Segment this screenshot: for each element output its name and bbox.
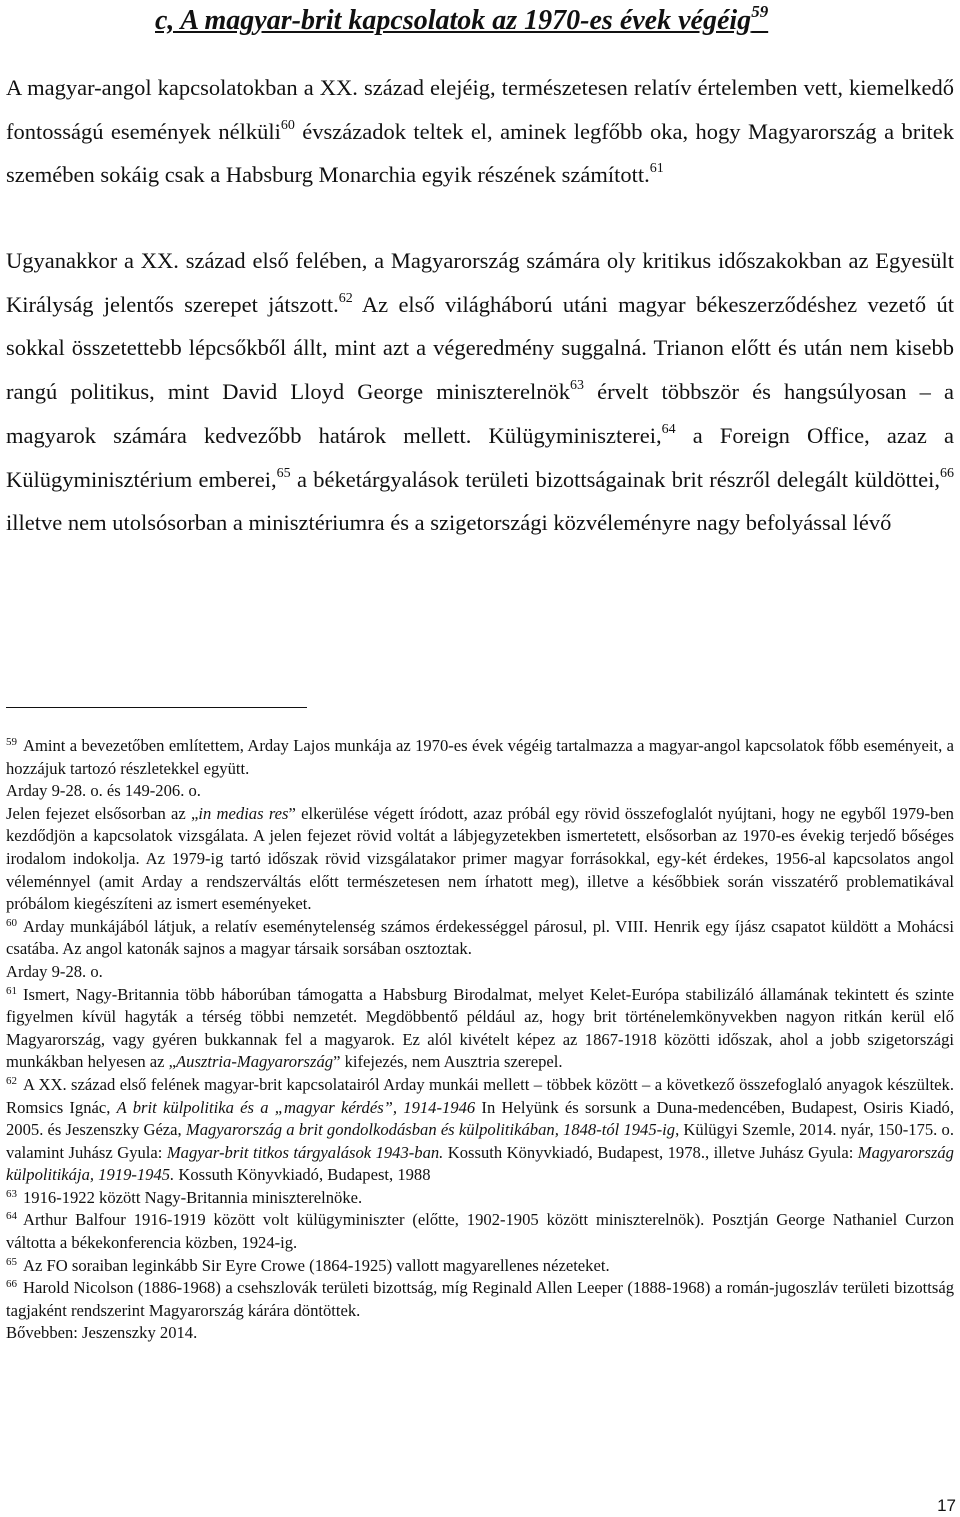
text-italic: Magyar-brit titkos tárgyalások 1943-ban. (166, 1142, 444, 1162)
footnote-divider (6, 707, 307, 708)
footnote-60-ref (6, 961, 954, 984)
text: Ismert, Nagy-Britannia több háborúban támogatta a Habsburg Birodalmat, melyet Kelet-Európa stabilizáló államának tekintett és szinte figyelmen kívül hagyták a térség többi nemzetét. Megdöbbentő például az, hogy brit történelemkönyvekben nagyon ritkán kerül elő Magyarország, vagy gyéren bukkannak fel a magyarok. Ez alól kivételt képez az 1867-1918 közötti időszak, ahol a jobb szigetországi munkákban helyesen az „ (6, 984, 954, 1072)
paragraph-2 (6, 239, 954, 545)
text: Kossuth Könyvkiadó, Budapest, 1988 (174, 1165, 431, 1185)
text: érvelt többször és hangsúlyosan – a magyarok számára kedvezőbb határok mellett. Külügyminiszterei, (6, 379, 955, 448)
footnote-59-ref (6, 780, 954, 803)
footnote-marker: 64 (6, 1210, 17, 1223)
footnote-marker: 61 (6, 984, 17, 997)
title-text: c, A magyar-brit kapcsolatok az 1970-es évek végéig (155, 5, 752, 36)
title-footnote-ref: 59 (751, 2, 769, 21)
footnote-59 (6, 735, 954, 780)
footnote-ref-62: 62 (338, 290, 353, 306)
footnote-ref-66: 66 (940, 465, 954, 481)
footnote-66 (6, 1277, 954, 1322)
footnote-marker: 59 (6, 736, 17, 748)
text: ” elkerülése végett íródott, azaz próbál egy rövid összefoglalót nyújtani, hogy ne egyből 1979-ben kezdődjön a kapcsolatok vizsgálata. A jelen fejezet rövid voltát a lábjegyzetekben ismertetett, elsősorban az 1970-es évekig terjedő bőséges irodalom indokolja. Az 1979-ig tartó időszak rövid vizsgálatakor primer magyar forrásokkal, egy-két érdekes, 1956-al kapcsolatos angol véleménnyel (amit Arday a rendszerváltás előtt természetesen nem írhatott meg), illetve a későbbiek során visszatérő problematikával próbálom kiegészíteni az ismert eseményeket. (6, 803, 954, 914)
text-italic: A brit külpolitika és a „magyar kérdés”, 1914-1946 (116, 1097, 476, 1117)
text: Arday 9-28. o. és 149-206. o. (6, 781, 201, 801)
footnote-64 (6, 1209, 954, 1254)
footnote-ref-65: 65 (276, 465, 291, 481)
text: Ugyanakkor a XX. század első felében, a Magyarország számára oly kritikus időszakokban az Egyesült Királyság jelentős szerepet játszott. (6, 248, 954, 317)
text: Arday munkájából látjuk, a relatív eseménytelenség számos érdekességgel párosul, pl. VIII. Henrik egy íjász csapatot küldött a Mohácsi csatába. Az angol katonák sajnos a magyar társaik sorsában osztoztak. (6, 916, 954, 959)
footnote-59-note (6, 803, 954, 916)
text: Az első világháború utáni magyar békeszerződéshez vezető út sokkal összetettebb lépcsőkből állt, mint azt a végeredmény suggalná. Trianon előtt és után nem kisebb rangú politikus, mint David Lloyd George miniszterelnök (6, 291, 954, 405)
footnote-ref-63: 63 (569, 378, 584, 394)
text-italic: Magyarország a brit gondolkodásban és külpolitikában, 1848-tól 1945-ig (185, 1120, 676, 1140)
text: illetve nem utolsósorban a minisztériumra és a szigetországi közvéleményre nagy befolyással lévő (6, 510, 892, 536)
text: Kossuth Könyvkiadó, Budapest, 1978., illetve Juhász Gyula: (443, 1142, 858, 1162)
footnote-ref-61: 61 (649, 161, 664, 177)
footnote-62 (6, 1074, 954, 1187)
footnote-marker: 63 (6, 1187, 17, 1200)
text: Jelen fejezet elsősorban az „ (6, 803, 199, 823)
text: , Külügyi Szemle, 2014. nyár, 150-175. o. valamint Juhász Gyula: (6, 1120, 954, 1162)
footnote-65 (6, 1255, 954, 1278)
footnote-marker: 60 (6, 916, 17, 929)
text: Arthur Balfour 1916-1919 között volt külügyminiszter (előtte, 1902-1905 között miniszterelnök). Posztján George Nathaniel Curzon váltotta a békekonferencia közben, 1924-ig. (6, 1210, 954, 1253)
text: A XX. század első felének magyar-brit kapcsolatairól Arday munkái mellett – többek között – a következő összefoglaló anyagok készültek. Romsics Ignác, (6, 1074, 954, 1117)
text: 1916-1922 között Nagy-Britannia miniszterelnöke. (23, 1187, 363, 1207)
footnote-ref-64: 64 (661, 421, 676, 437)
text: A magyar-angol kapcsolatokban a XX. század elejéig, természetesen relatív értelemben vett, kiemelkedő fontosságú események nélküli (6, 75, 954, 144)
text: Arday 9-28. o. (6, 961, 103, 981)
text: Harold Nicolson (1886-1968) a csehszlovák területi bizottság, míg Reginald Allen Leeper (1888-1968) a román-jugoszláv területi bizottság tagjaként rendszerint Magyarország kárára döntöttek. (6, 1278, 954, 1320)
text: Bővebben: Jeszenszky 2014. (6, 1323, 198, 1343)
footnote-61 (6, 984, 954, 1074)
footnote-63 (6, 1187, 954, 1210)
text-italic: in medias res (198, 803, 289, 823)
text-italic: Magyarország külpolitikája, 1919-1945. (6, 1142, 954, 1185)
footnote-ref-60: 60 (280, 117, 295, 133)
text: a béketárgyalások területi bizottságainak brit részről delegált küldöttei, (290, 466, 940, 492)
text: Amint a bevezetőben említettem, Arday Lajos munkája az 1970-es évek végéig tartalmazza a magyar-angol kapcsolatok főbb eseményeit, a hozzájuk tartozó részletekkel együtt. (6, 736, 954, 778)
page-title (155, 2, 768, 37)
footnote-66-ref (6, 1322, 954, 1345)
text-italic: Ausztria-Magyarország (176, 1052, 334, 1072)
footnote-marker: 65 (6, 1255, 17, 1268)
page-number: 17 (937, 1496, 956, 1515)
footnote-marker: 62 (6, 1074, 17, 1087)
text: évszázadok teltek el, aminek legfőbb oka, hogy Magyarország a britek szemében sokáig csak a Habsburg Monarchia egyik részének számított. (6, 118, 955, 188)
footnote-marker: 66 (6, 1278, 17, 1291)
text: In Helyünk és sorsunk a Duna-medencében, Budapest, Osiris Kiadó, 2005. és Jeszenszky Géza, (6, 1097, 954, 1140)
text: a Foreign Office, azaz a Külügyminisztérium emberei, (6, 422, 954, 492)
footnote-60 (6, 916, 954, 961)
footnotes (6, 735, 954, 1345)
text: Az FO soraiban leginkább Sir Eyre Crowe (1864-1925) vallott magyarellenes nézeteket. (23, 1255, 610, 1275)
text: ” kifejezés, nem Ausztria szerepel. (333, 1052, 563, 1072)
paragraph-1 (6, 66, 954, 197)
